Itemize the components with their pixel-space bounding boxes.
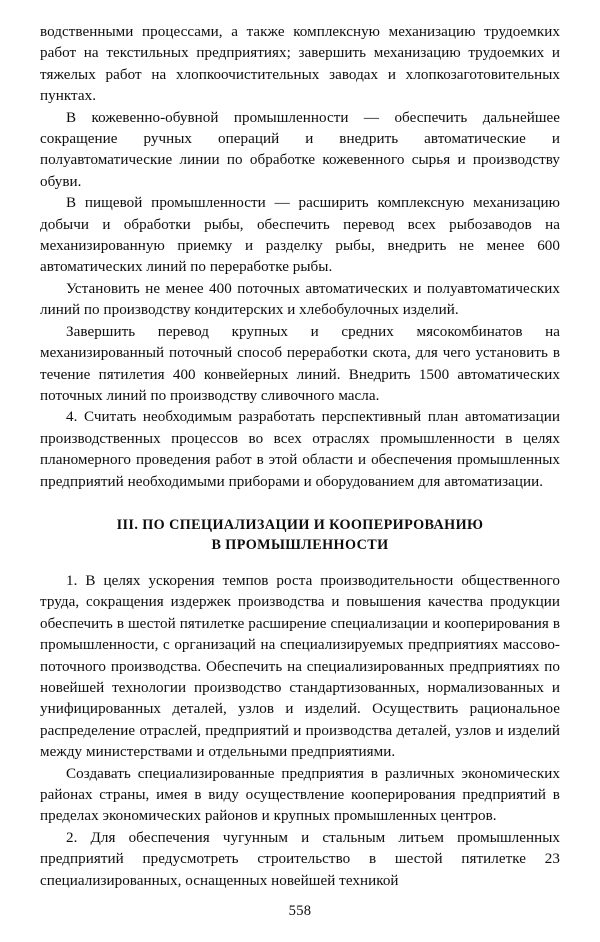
section-heading-line-2: В ПРОМЫШЛЕННОСТИ [211, 536, 389, 553]
text-block-bottom [40, 571, 560, 892]
paragraph: Завершить перевод крупных и средних мясокомбинатов на механизированный поточный способ переработки скота, для чего установить в течение пятилетия 400 конвейерных линий. Внедрить 1500 автоматических поточных линий по производству сливочного масла. [40, 323, 560, 404]
paragraph: 4. Считать необходимым разработать перспективный план автоматизации производственных процессов во всех отраслях промышленности в целях планомерного проведения работ в этой области и обеспечения промышленных предприятий необходимыми приборами и оборудованием для автоматизации. [40, 409, 560, 490]
paragraph: водственными процессами, а также комплексную механизацию трудоемких работ на текстильных предприятиях; завершить механизацию трудоемких и тяжелых работ на хлопкоочистительных заводах и хлопкозаготовительных пунктах. [40, 24, 560, 105]
paragraph: В пищевой промышленности — расширить комплексную механизацию добычи и обработки рыбы, обеспечить перевод всех рыбозаводов на механизированную приемку и разделку рыбы, внедрить не менее 600 автоматических линий по переработке рыбы. [40, 195, 560, 276]
paragraph: В кожевенно-обувной промышленности — обеспечить дальнейшее сокращение ручных операций и внедрить автоматические и полуавтоматические линии по обработке кожевенного сырья и производству обуви. [40, 109, 560, 190]
page-number: 558 [288, 903, 312, 919]
text-block-top [40, 22, 560, 493]
paragraph: Создавать специализированные предприятия в различных экономических районах страны, имея в виду осуществление кооперирования предприятий в пределах экономических районов и крупных промышленных центров. [40, 765, 560, 825]
paragraph: 1. В целях ускорения темпов роста производительности общественного труда, сокращения издержек производства и повышения качества продукции обеспечить в шестой пятилетке расширение специализации и кооперирования в промышленности, с организаций на специализируемых предприятиях массово-поточного производства. Обеспечить на специализированных предприятиях по новейшей технологии производство стандартизованных, нормализованных и унифицированных деталей, узлов и изделий. Осуществить рациональное распределение отраслей, предприятий и производства деталей, узлов и изделий между министерствами и отдельными предприятиями. [40, 572, 560, 761]
paragraph: Установить не менее 400 поточных автоматических и полуавтоматических линий по производству кондитерских и хлебобулочных изделий. [40, 280, 560, 319]
paragraph: 2. Для обеспечения чугунным и стальным литьем промышленных предприятий предусмотреть строительство в шестой пятилетке 23 специализированных, оснащенных новейшей техникой [40, 829, 560, 889]
section-heading [40, 515, 560, 555]
section-heading-line-1: III. ПО СПЕЦИАЛИЗАЦИИ И КООПЕРИРОВАНИЮ [116, 516, 484, 533]
